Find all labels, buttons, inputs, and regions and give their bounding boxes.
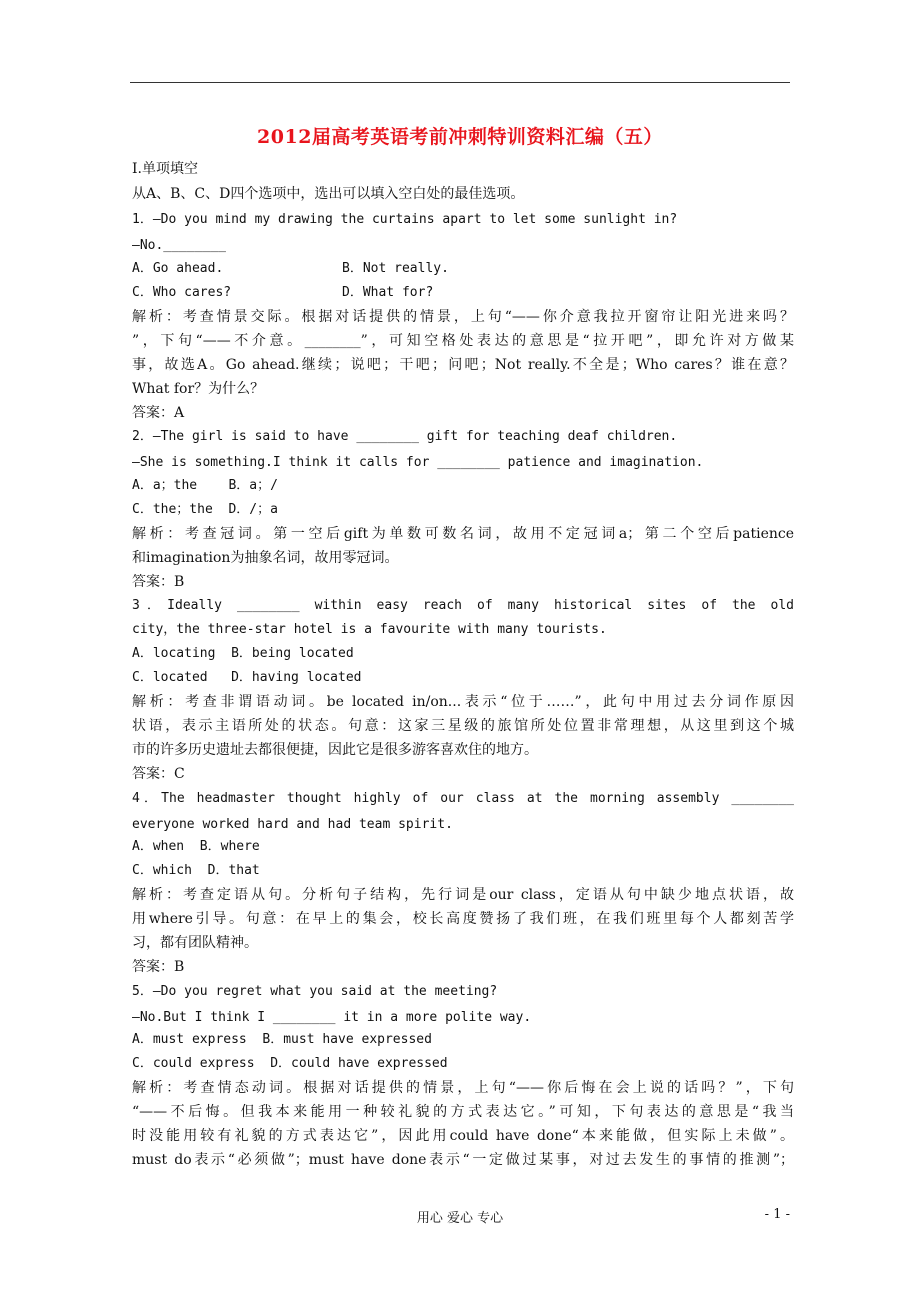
- question-1-explanation-line: 事，故选A。Go ahead.继续；说吧；干吧；问吧；Not really.不全是；Who cares？谁在意？: [132, 357, 794, 373]
- question-5-explanation-line: 解析：考查情态动词。根据对话提供的情景，上句“——你后悔在会上说的话吗？”，下句: [132, 1080, 794, 1096]
- question-1-explanation-line: What for？为什么？: [132, 381, 265, 397]
- question-5-explanation-line: 时没能用较有礼貌的方式表达它”，因此用could have done“本来能做，但实际上未做”。: [132, 1128, 794, 1144]
- question-3-explanation-line: 市的许多历史遗址去都很便捷，因此它是很多游客喜欢住的地方。: [132, 742, 538, 758]
- question-1-option-c: C．Who cares?: [132, 285, 232, 300]
- header-rule: [130, 82, 790, 83]
- question-1-option-d: D．What for?: [342, 285, 434, 300]
- question-5-explanation-line: “——不后悔。但我本来能用一种较礼貌的方式表达它。”可知，下句表达的意思是“我当: [132, 1104, 794, 1120]
- question-2-options-ab: A．a；the B．a；/: [132, 478, 278, 493]
- question-2-stem: 2．—The girl is said to have ________ gift for teaching deaf children.: [132, 429, 678, 444]
- question-4-explanation-line: 用where引导。句意：在早上的集会，校长高度赞扬了我们班，在我们班里每个人都刻苦学: [132, 911, 794, 927]
- question-5-explanation-line: must do表示“必须做”；must have done表示“一定做过某事，对过去发生的事情的推测”；: [132, 1152, 794, 1168]
- question-3-stem-cont: city，the three-star hotel is a favourite with many tourists.: [132, 622, 607, 637]
- question-3-stem: 3．Ideally ________ within easy reach of many historical sites of the old: [132, 598, 794, 613]
- question-4-explanation-line: 习，都有团队精神。: [132, 935, 258, 951]
- question-1-stem: 1．—Do you mind my drawing the curtains apart to let some sunlight in?: [132, 212, 678, 227]
- document-title: 2012届高考英语考前冲刺特训资料汇编（五）: [257, 126, 663, 148]
- question-4-stem: 4．The headmaster thought highly of our class at the morning assembly ________: [132, 791, 794, 806]
- question-5-reply: —No.But I think I ________ it in a more polite way.: [132, 1010, 532, 1025]
- question-4-answer: 答案：B: [132, 959, 185, 975]
- question-1-option-b: B．Not really.: [342, 261, 449, 276]
- question-2-reply: —She is something.I think it calls for ________ patience and imagination.: [132, 455, 704, 470]
- page-number: - 1 -: [764, 1207, 790, 1222]
- question-1-explanation-line: ”，下句“——不介意。________”，可知空格处表达的意思是“拉开吧”，即允许对方做某: [132, 333, 794, 349]
- question-4-stem-cont: everyone worked hard and had team spirit.: [132, 817, 453, 832]
- footer-motto: 用心 爱心 专心: [416, 1211, 504, 1226]
- question-5-stem: 5．—Do you regret what you said at the meeting?: [132, 984, 498, 999]
- question-5-options-ab: A．must express B．must have expressed: [132, 1032, 432, 1047]
- question-3-options-cd: C．located D．having located: [132, 670, 362, 685]
- question-4-explanation-line: 解析：考查定语从句。分析句子结构，先行词是our class，定语从句中缺少地点状语，故: [132, 887, 794, 903]
- instruction: 从A、B、C、D四个选项中，选出可以填入空白处的最佳选项。: [132, 186, 525, 202]
- question-1-answer: 答案：A: [132, 405, 185, 421]
- question-3-explanation-line: 状语，表示主语所处的状态。句意：这家三星级的旅馆所处位置非常理想，从这里到这个城: [132, 718, 794, 734]
- question-5-options-cd: C．could express D．could have expressed: [132, 1056, 448, 1071]
- question-1-reply: —No.________: [132, 238, 226, 253]
- question-2-options-cd: C．the；the D．/；a: [132, 502, 278, 517]
- question-3-options-ab: A．locating B．being located: [132, 646, 354, 661]
- question-4-options-cd: C．which D．that: [132, 863, 260, 878]
- question-2-explanation-line: 解析：考查冠词。第一空后gift为单数可数名词，故用不定冠词a；第二个空后patience: [132, 526, 794, 542]
- question-3-explanation-line: 解析：考查非谓语动词。be located in/on...表示“位于……”，此句中用过去分词作原因: [132, 694, 794, 710]
- question-2-answer: 答案：B: [132, 574, 185, 590]
- section-heading: Ⅰ.单项填空: [132, 161, 198, 177]
- question-1-explanation-line: 解析：考查情景交际。根据对话提供的情景，上句“——你介意我拉开窗帘让阳光进来吗？: [132, 309, 794, 325]
- question-3-answer: 答案：C: [132, 766, 185, 782]
- question-4-options-ab: A．when B．where: [132, 839, 260, 854]
- question-1-option-a: A．Go ahead.: [132, 261, 224, 276]
- question-2-explanation-line: 和imagination为抽象名词，故用零冠词。: [132, 550, 399, 566]
